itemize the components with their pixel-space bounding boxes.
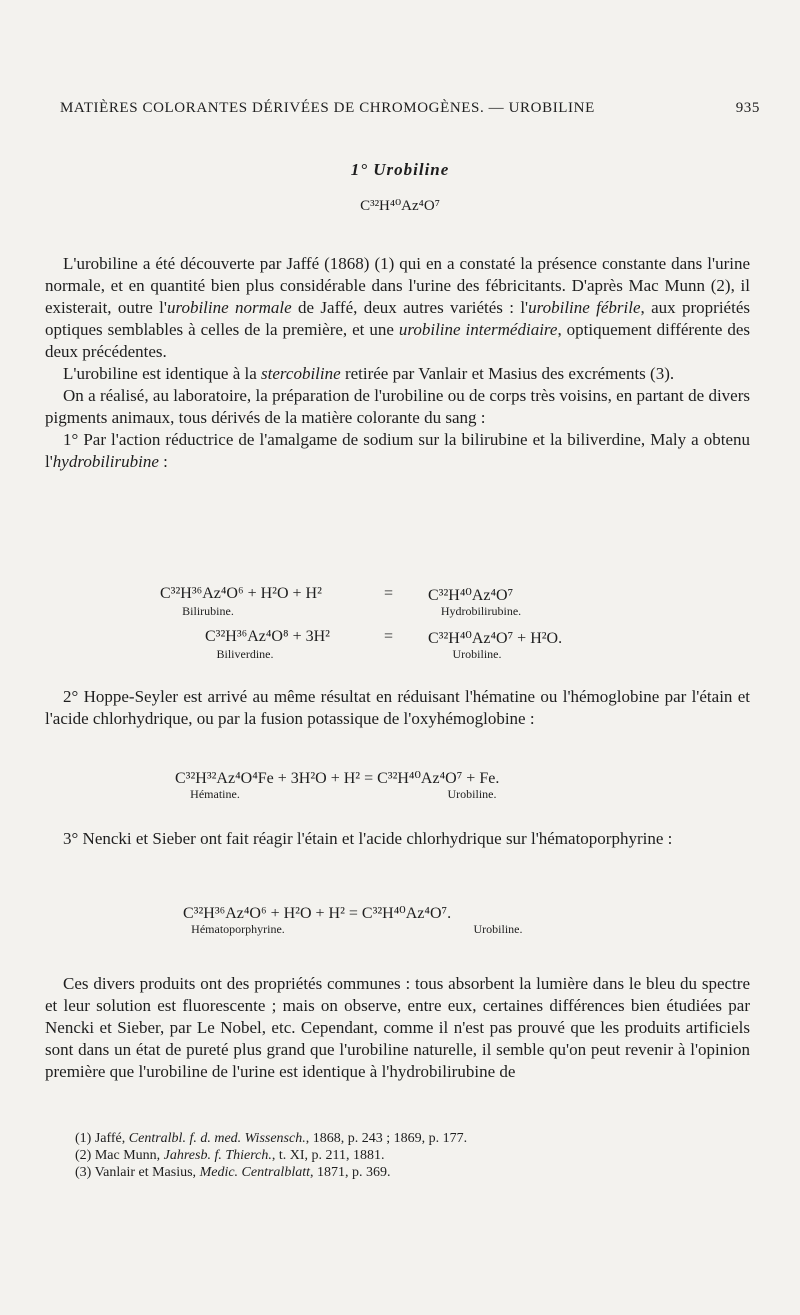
footnotes: [75, 1130, 755, 1181]
equation-4: C³²H³⁶Az⁴O⁶ + H²O + H² = C³²H⁴⁰Az⁴O⁷.: [183, 905, 452, 922]
section-formula: C³²H⁴⁰Az⁴O⁷: [360, 198, 440, 214]
paragraph-hoppe-seyler: 2° Hoppe-Seyler est arrivé au même résultat en réduisant l'hématine ou l'hémoglobine par l'étain et l'acide chlorhydrique, ou par la fusion potassique de l'oxyhémoglobine :: [45, 687, 750, 728]
label-hematine: Hématine.: [190, 787, 240, 801]
paragraph-nencki: 3° Nencki et Sieber ont fait réagir l'étain et l'acide chlorhydrique sur l'hématoporphyrine :: [63, 829, 673, 848]
footnote-3: (3) Vanlair et Masius, Medic. Centralblatt, 1871, p. 369.: [75, 1165, 391, 1180]
label-urobiline-4: Urobiline.: [473, 922, 523, 936]
paragraph-block-3: [45, 828, 750, 850]
label-hydrobilirubine: Hydrobilirubine.: [440, 604, 522, 618]
label-hematoporphyrine: Hématoporphyrine.: [191, 922, 285, 936]
paragraph-block-1: [45, 253, 750, 473]
footnote-1: (1) Jaffé, Centralbl. f. d. med. Wissensch., 1868, p. 243 ; 1869, p. 177.: [75, 1131, 468, 1146]
paragraph-block-4: [45, 973, 750, 1083]
page-number: 935: [735, 100, 760, 116]
equation-1-lhs: C³²H³⁶Az⁴O⁶ + H²O + H²: [160, 585, 322, 602]
equation-3: C³²H³²Az⁴O⁴Fe + 3H²O + H² = C³²H⁴⁰Az⁴O⁷ + Fe.: [175, 770, 500, 787]
equation-1-equals: =: [384, 585, 394, 602]
equation-2-rhs: C³²H⁴⁰Az⁴O⁷ + H²O.: [428, 630, 563, 647]
label-biliverdine: Biliverdine.: [216, 647, 274, 661]
running-title: MATIÈRES COLORANTES DÉRIVÉES DE CHROMOGÈNES. — UROBILINE: [60, 100, 595, 116]
paragraph-laboratory: On a réalisé, au laboratoire, la préparation de l'urobiline ou de corps très voisins, en partant de divers pigments animaux, tous dérivés de la matière colorante du sang :: [45, 386, 750, 427]
equation-1-rhs: C³²H⁴⁰Az⁴O⁷: [428, 587, 514, 604]
section-title: 1° Urobiline: [350, 160, 450, 179]
footnote-2: (2) Mac Munn, Jahresb. f. Thierch., t. XI, p. 211, 1881.: [75, 1148, 385, 1163]
label-urobiline-3: Urobiline.: [447, 787, 497, 801]
equation-2-lhs: C³²H³⁶Az⁴O⁸ + 3H²: [205, 628, 330, 645]
label-urobiline-2: Urobiline.: [452, 647, 502, 661]
paragraph-block-2: [45, 686, 750, 730]
running-header: [60, 100, 760, 117]
paragraph-stercobiline: L'urobiline est identique à la stercobiline retirée par Vanlair et Masius des excréments (3).: [63, 364, 675, 383]
paragraph-discovery: L'urobiline a été découverte par Jaffé (1868) (1) qui en a constaté la présence constante dans l'urine normale, et en quantité bien plus considérable dans l'urine des fébricitants. D'après Mac Munn (2), il existerait, outre l'urobiline normale de Jaffé, deux autres variétés : l'urobiline fébrile, aux propriétés optiques semblables à celles de la première, et une urobiline intermédiaire, optiquement différente des deux précédentes.: [45, 254, 751, 361]
paragraph-maly: 1° Par l'action réductrice de l'amalgame de sodium sur la bilirubine et la biliverdine, Maly a obtenu l'hydrobilirubine :: [45, 430, 750, 471]
label-bilirubine: Bilirubine.: [182, 604, 234, 618]
paragraph-properties: Ces divers produits ont des propriétés communes : tous absorbent la lumière dans le bleu du spectre et leur solution est fluorescente ; mais on observe, entre eux, certaines différences bien étudiées par Nencki et Sieber, par Le Nobel, etc. Cependant, comme il n'est pas prouvé que les produits artificiels sont dans un état de pureté plus grand que l'urobiline naturelle, il semble qu'on peut revenir à l'opinion première que l'urobiline de l'urine est identique à l'hydrobilirubine de: [45, 974, 750, 1081]
equation-2-equals: =: [384, 628, 394, 645]
